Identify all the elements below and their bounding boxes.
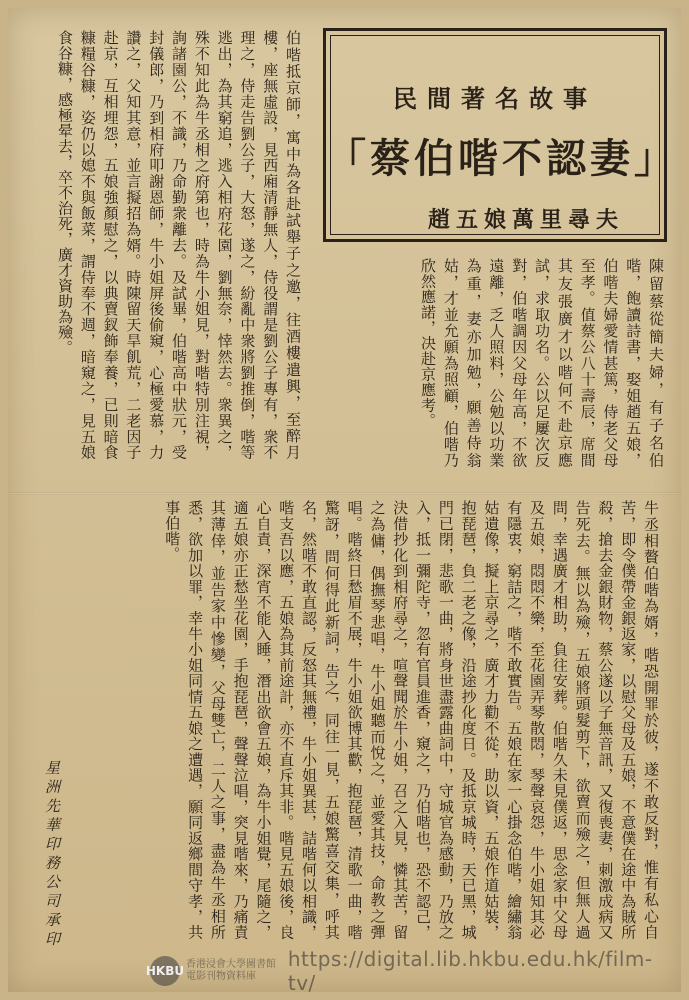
title-header: 民間著名故事	[393, 84, 597, 113]
watermark-org: 香港浸會大學圖書館 電影刊物資料庫	[186, 959, 276, 982]
story-text-top-right: 陳留蔡從簡夫婦，有子名伯喈，飽讀詩書，娶姐趙五娘，伯喈夫婦愛情甚篤，侍老父母至孝。值蔡公八十壽辰，席間其友張廣才以喈何不赴京應試，求取功名。公以足屢次反對，伯喈調因父母年高，不欲遠離，乏人照料，公勉以功業為重，妻亦加勉，願善侍翁姑，才並允願為照顧，伯喈乃欣然應諾，决赴京應考。	[419, 258, 665, 468]
subtitle: 趙五娘萬里尋夫	[427, 207, 624, 233]
story-text-top-left: 伯喈抵京師，寓中為各赴試舉子之邀，往酒樓遣興，至醉月樓，座無虛設，見西廂清靜無人，侍役謂是劉公子專有，衆不理之，侍走告劉公子，大怒，遂之，紛亂中衆將劉推倒，喈等逃出，為其窮追，逃入相府花園，劉無奈，悻然去。衆異之，殊不知此為牛丞相之府第也，時為牛小姐見，對喈特別注視，詢諸園公，不識，乃命勤衆離去。及試畢，伯喈高中狀元，受封儀郎，乃到相府叩謝恩師，牛小姐屏後偷窺，心極愛慕，力讚之，父知其意，並言擬招為婿。時陳留天旱飢荒，二老因子赴京，互相埋怨，五娘強顏慰之，以典賣釵飾奉養，已則暗食糠糧谷糠，姿仍以媳不與飯菜，謂侍奉不週，暗窺之，見五娘食谷糠，感極晕去，卒不治死，廣才資助為殮。	[56, 30, 302, 460]
hkbu-logo-icon: HKBU	[150, 956, 180, 986]
watermark-url: https://digital.lib.hkbu.edu.hk/film-tv/	[287, 947, 653, 995]
paper-fold-line	[8, 492, 681, 495]
library-watermark	[145, 947, 680, 995]
title-box	[323, 28, 678, 242]
story-text-bottom: 牛丞相贅伯喈為婿，喈恐開罪於彼，遂不敢反對，惟有私心自苦，即令僕帶金銀返家，以慰父母及五娘，不意僕在途中為賊所殺，搶去金銀財物，蔡公遂以子無音訊，又復喪妻，刺激成病又告死去。無以為殮，五娘將頭髮剪下，欲賣而殮之，但無人過問，幸遇廣才相助，負往安葬。伯喈久未見僕返，思念家中父母及五娘，悶悶不樂，至花園弄琴散悶，琴聲哀怨，牛小姐知其必有隱衷，窮詰之，喈不敢實告。五娘在家一心掛念伯喈，繪繡翁姑遺像，擬上京尋之，廣才力勸不從，助以資，五娘作道姑裝，抱琵琶，負二老之像，沿途抄化度日。及抵京城時，天已黑，城門已閉，悲歌一曲，將身世盡露曲詞中，守城官為感動，乃放之入，抵一彌陀寺，忽有官員進香，窺之，乃伯喈也，恐不認己，決借抄化到相府尋之，喧聲聞於牛小姐，召之入見，憐其苦，留之為傭，偶撫琴悲唱，牛小姐聽而悅之，並愛其技，命教之彈唱。喈終日愁眉不展，牛小姐欲博其歡，抱琵琶，清歌一曲，喈驚訝，問何得此新詞，告之，同往一見，五娘驚喜交集，呼其名，然喈不敢直認，反怒其無禮，牛小姐異甚，詰喈何以相識，喈支吾以應，五娘為其前途計，亦不直斥其非。喈見五娘後，良心自責，深宵不能入睡，潛出欲會五娘，為牛小姐覺，尾隨之，適五娘亦正愁坐花園，手抱琵琶，聲聲泣唱，突見喈來，乃痛責其薄倖，並告家中慘變，父母雙亡，二人之事，盡為牛丞相所悉，欲加以罪，幸牛小姐同情五娘之遭遇，願同返鄉間守孝，共事伯喈。	[163, 500, 660, 940]
main-title: 「蔡伯喈不認妻」	[326, 136, 678, 182]
printer-credit: 星洲先華印務公司承印	[43, 760, 61, 950]
